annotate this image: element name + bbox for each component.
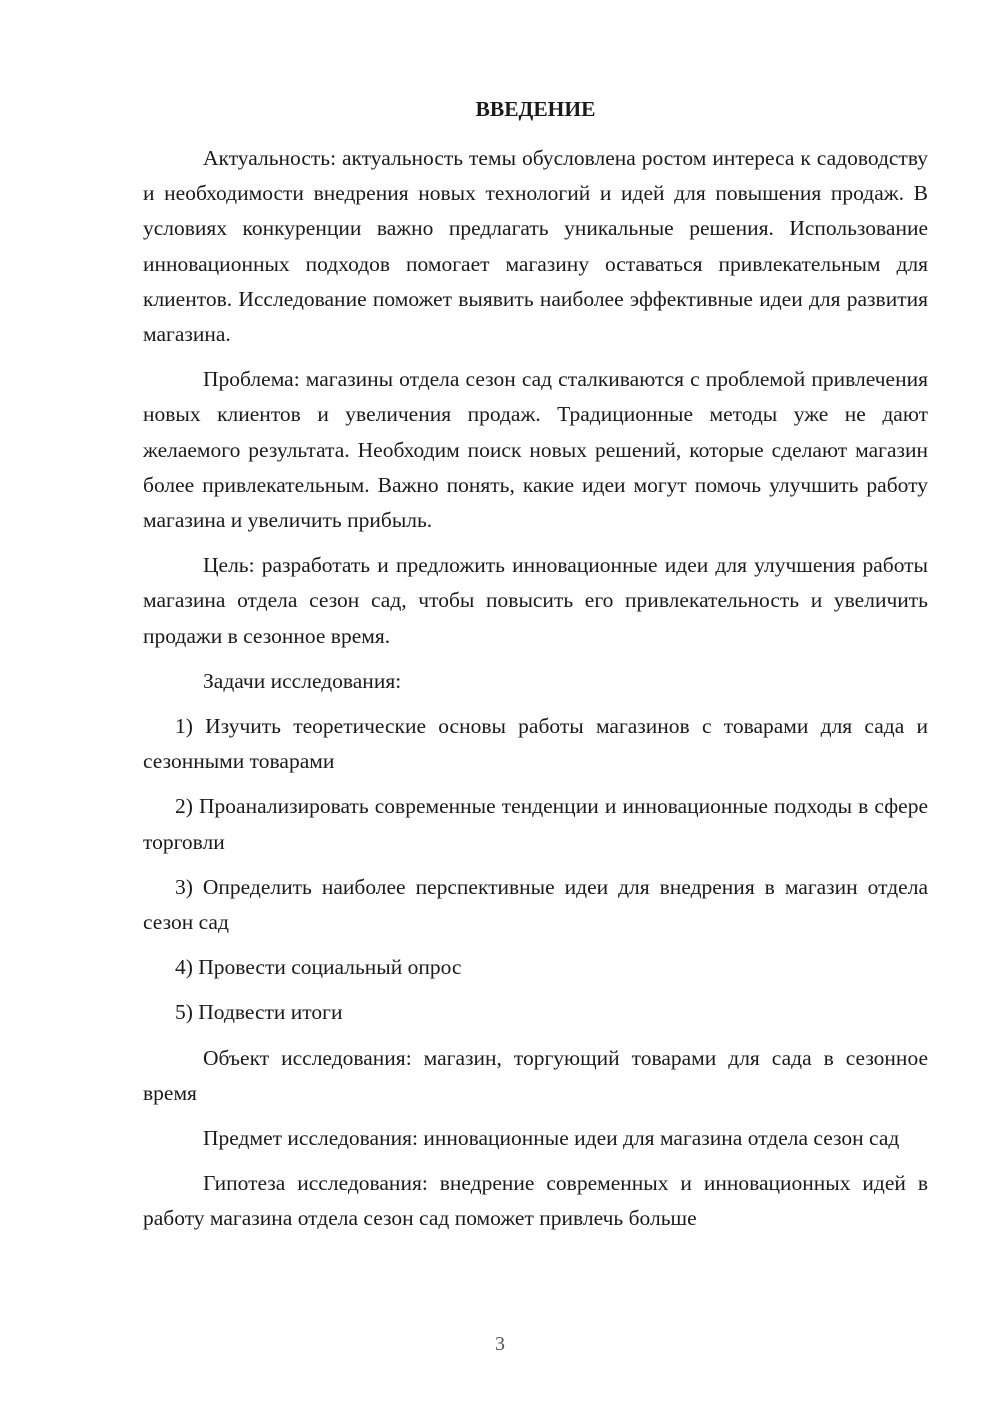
task-item-3: 3) Определить наиболее перспективные идеи для внедрения в магазин отдела сезон сад [143, 874, 928, 935]
paragraph-relevance: Актуальность: актуальность темы обусловлена ростом интереса к садоводству и необходимости внедрения новых технологий и идей для повышения продаж. В условиях конкуренции важно предлагать уникальные решения. Использование инновационных подходов помогает магазину оставаться привлекательным для клиентов. Исследование поможет выявить наиболее эффективные идеи для развития магазина. [143, 146, 928, 347]
paragraph-subject: Предмет исследования: инновационные идеи для магазина отдела сезон сад [203, 1126, 900, 1151]
page-title: ВВЕДЕНИЕ [475, 97, 596, 121]
document-page [143, 92, 928, 1247]
paragraph-hypothesis: Гипотеза исследования: внедрение современных и инновационных идей в работу магазина отдела сезон сад поможет привлечь больше [143, 1171, 928, 1231]
task-item-1: 1) Изучить теоретические основы работы магазинов с товарами для сада и сезонными товарами [143, 714, 928, 774]
task-item-2: 2) Проанализировать современные тенденции и инновационные подходы в сфере торговли [143, 794, 928, 854]
paragraph-goal: Цель: разработать и предложить инновационные идеи для улучшения работы магазина отдела сезон сад, чтобы повысить его привлекательность и увеличить продажи в сезонное время. [143, 553, 928, 648]
tasks-title: Задачи исследования: [203, 668, 402, 693]
page-number: 3 [495, 1333, 505, 1355]
paragraph-problem: Проблема: магазины отдела сезон сад сталкиваются с проблемой привлечения новых клиентов и увеличения продаж. Традиционные методы уже не дают желаемого результата. Необходим поиск новых решений, которые сделают магазин более привлекательным. Важно понять, какие идеи могут помочь улучшить работу магазина и увеличить прибыль. [143, 367, 928, 533]
task-item-5: 5) Подвести итоги [175, 1000, 343, 1025]
paragraph-object: Объект исследования: магазин, торгующий товарами для сада в сезонное время [143, 1045, 928, 1105]
task-item-4: 4) Провести социальный опрос [175, 955, 462, 980]
